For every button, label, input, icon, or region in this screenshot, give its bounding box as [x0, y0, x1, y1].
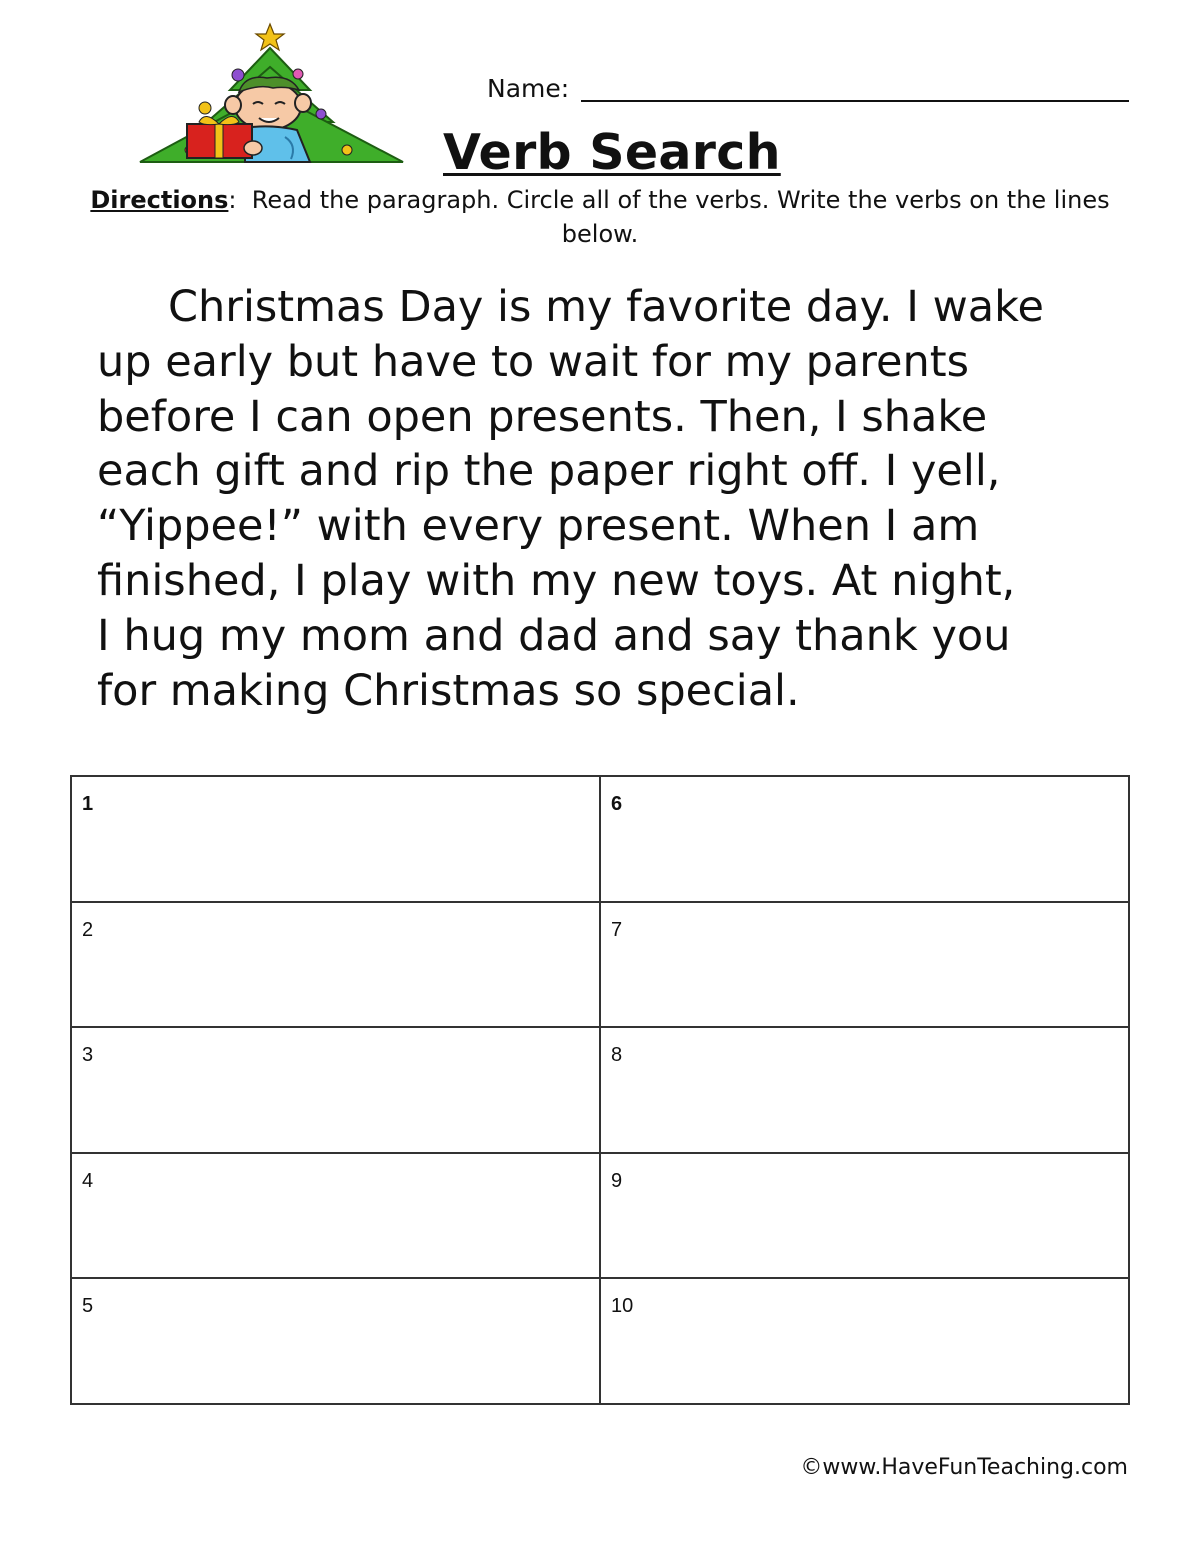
answer-cell[interactable]	[71, 1278, 600, 1404]
answer-cell[interactable]	[71, 902, 600, 1028]
answer-cell[interactable]	[71, 776, 600, 902]
paragraph-line: I hug my mom and dad and say thank you	[97, 610, 1011, 661]
paragraph-line: for making Christmas so special.	[97, 665, 800, 716]
story-paragraph	[97, 280, 1147, 718]
paragraph-line: finished, I play with my new toys. At night,	[97, 555, 1016, 606]
answer-number: 2	[82, 918, 94, 941]
christmas-tree-boy-with-gift-icon	[135, 22, 410, 172]
answer-number: 7	[611, 918, 623, 941]
answer-number: 4	[82, 1169, 94, 1192]
name-entry-line[interactable]	[581, 100, 1129, 102]
table-row	[71, 1153, 1129, 1279]
answer-number: 8	[611, 1044, 623, 1066]
page-title: Verb Search	[443, 124, 781, 181]
table-row	[71, 776, 1129, 902]
answer-cell[interactable]	[600, 1027, 1129, 1153]
answer-cell[interactable]	[600, 1153, 1129, 1279]
directions-label: Directions	[90, 186, 229, 214]
answer-cell[interactable]	[600, 1278, 1129, 1404]
answer-cell[interactable]	[71, 1027, 600, 1153]
copyright-footer: ©www.HaveFunTeaching.com	[800, 1455, 1128, 1480]
directions-text: Read the paragraph. Circle all of the verbs. Write the verbs on the lines below.	[251, 186, 1110, 248]
paragraph-line: each gift and rip the paper right off. I yell,	[97, 446, 1001, 497]
table-row	[71, 902, 1129, 1028]
paragraph-line: “Yippee!” with every present. When I am	[97, 501, 980, 552]
table-row	[71, 1278, 1129, 1404]
answer-number: 6	[611, 793, 623, 815]
directions-separator: :	[228, 186, 237, 214]
table-row	[71, 1027, 1129, 1153]
paragraph-line: Christmas Day is my favorite day. I wake	[168, 282, 1044, 332]
name-label: Name:	[487, 74, 570, 103]
answer-number: 3	[82, 1044, 94, 1066]
paragraph-line: up early but have to wait for my parents	[97, 336, 969, 387]
answer-number: 10	[611, 1295, 634, 1317]
answer-number: 9	[611, 1169, 623, 1192]
paragraph-line: before I can open presents. Then, I shake	[97, 391, 988, 442]
answer-cell[interactable]	[600, 776, 1129, 902]
answer-number: 1	[82, 793, 94, 815]
answer-cell[interactable]	[600, 902, 1129, 1028]
answer-cell[interactable]	[71, 1153, 600, 1279]
verb-answer-table	[70, 775, 1130, 1405]
answer-number: 5	[82, 1295, 94, 1317]
directions	[72, 183, 1128, 251]
